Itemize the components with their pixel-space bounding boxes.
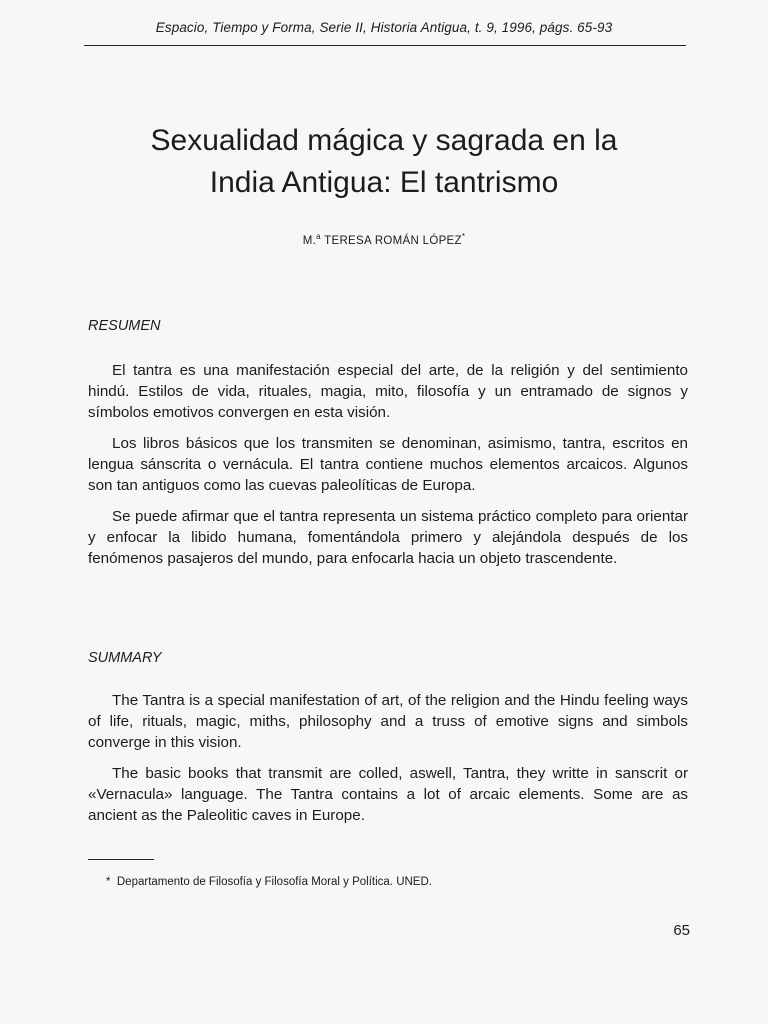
footnote-rule [88, 859, 154, 860]
title-line-2: India Antigua: El tantrismo [209, 166, 559, 199]
summary-heading: SUMMARY [88, 650, 162, 666]
resumen-body [88, 360, 688, 579]
author-footnote-mark: * [461, 232, 466, 241]
summary-paragraph-2: The basic books that transmit are colled, aswell, Tantra, they writte in sanscrit or «Vernacula» language. The Tantra contains a lot of arcaic elements. Some are as ancient as the Paleolitic caves in Europe. [88, 765, 688, 824]
header-rule [84, 45, 686, 46]
resumen-paragraph-1: El tantra es una manifestación especial del arte, de la religión y del sentimiento hindú. Estilos de vida, rituales, magia, mito, filosofía y un entramado de signos y símbolos emotivos convergen en esta visión. [88, 362, 688, 421]
resumen-heading: RESUMEN [88, 318, 161, 334]
footnote-mark: * [106, 876, 111, 888]
running-head: Espacio, Tiempo y Forma, Serie II, Historia Antigua, t. 9, 1996, págs. 65-93 [155, 20, 613, 35]
author-line [0, 232, 768, 247]
page-number: 65 [673, 922, 690, 939]
resumen-paragraph-3: Se puede afirmar que el tantra representa un sistema práctico completo para orientar y enfocar la libido humana, fomentándola primero y alejándola después de los fenómenos pasajeros del mundo, para enfocarla hacia un objeto trascendente. [88, 508, 688, 567]
author-prefix: M. [302, 234, 317, 247]
footnote-text: Departamento de Filosofía y Filosofía Moral y Política. UNED. [116, 876, 432, 888]
summary-body [88, 690, 688, 836]
footnote [106, 876, 432, 888]
title-line-1: Sexualidad mágica y sagrada en la [150, 124, 618, 157]
summary-paragraph-1: The Tantra is a special manifestation of art, of the religion and the Hindu feeling ways of life, rituals, magic, miths, philosophy and a truss of emotive signs and simbols converge in this vision. [88, 692, 688, 751]
author-superscript: a [316, 232, 321, 241]
resumen-paragraph-2: Los libros básicos que los transmiten se denominan, asimismo, tantra, escritos en lengua sánscrita o vernácula. El tantra contiene muchos elementos arcaicos. Algunos son tan antiguos como las cuevas paleolíticas de Europa. [88, 435, 688, 494]
article-title [0, 120, 768, 204]
author-name: TERESA ROMÁN LÓPEZ [324, 234, 462, 247]
